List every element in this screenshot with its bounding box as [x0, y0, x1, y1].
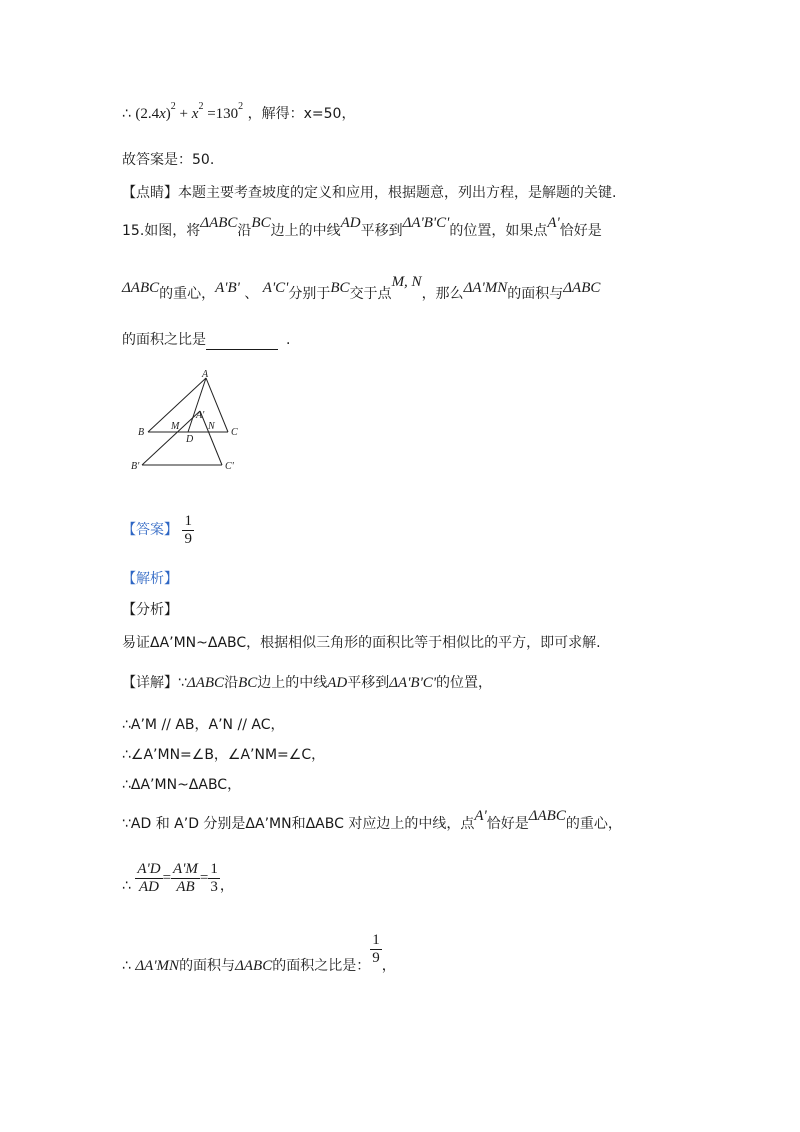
question-15-line-3: 的面积之比是 .	[122, 332, 291, 348]
analysis-label: 【解析】	[122, 571, 178, 587]
fenxi-text: 易证ΔA’MN~ΔABC，根据相似三角形的面积比等于相似比的平方，即可求解.	[122, 635, 601, 651]
step-similar: ∴ΔA’MN~ΔABC，	[122, 777, 242, 793]
fraction-a1m-ab: $\frac{A'M}{AB}$	[173, 860, 198, 895]
triangle-figure	[128, 368, 248, 478]
label-c-prime: C'	[225, 461, 234, 472]
step-centroid: ∵AD 和 A’D 分别是ΔA’MN和ΔABC 对应边上的中线，点A'恰好是ΔABC的重心，	[122, 808, 622, 832]
label-b-prime: B'	[131, 461, 140, 472]
answer-blank	[206, 335, 278, 350]
answer-fraction: $\frac{1}{9}$	[184, 512, 192, 547]
answer-statement: 故答案是：50.	[122, 152, 215, 168]
key-point-comment: 【点睛】本题主要考查坡度的定义和应用，根据题意，列出方程，是解题的关键.	[122, 185, 617, 201]
question-15-line-1: 15.如图，将ΔABC沿BC边上的中线AD平移到ΔA'B'C'的位置，如果点A'恰好是	[122, 215, 602, 239]
step-conclusion: ∴ ΔA'MN的面积与ΔABC的面积之比是： $\frac{1}{9}$ ，	[122, 932, 396, 974]
fraction-one-third: $\frac{1}{3}$	[210, 860, 218, 895]
solution-equation-line	[122, 101, 356, 126]
label-a: A	[202, 369, 209, 380]
label-d: D	[186, 434, 194, 445]
fraction-one-ninth: $\frac{1}{9}$	[372, 932, 380, 966]
label-n: N	[208, 421, 215, 432]
fraction-a1d-ad: $\frac{A'D}{AD}$	[137, 860, 161, 895]
step-ratio: ∴ $\frac{A'D}{AD}$ = $\frac{A'M}{AB}$ = $\frac{1}{3}$ ，	[122, 860, 234, 895]
label-a-prime: A'	[196, 410, 205, 421]
question-15-line-2: ΔABC的重心，A'B' 、 A'C'分别于BC交于点M, N，那么ΔA'MN的面积与ΔABC	[122, 274, 601, 302]
label-b: B	[138, 427, 145, 438]
fenxi-label: 【分析】	[122, 602, 178, 618]
solve-result: ，解得：x=50，	[247, 106, 356, 122]
equation: $(2.4x)^2 + x^2 =130^2$	[135, 101, 244, 122]
therefore-symbol: ∴	[122, 106, 131, 122]
label-m: M	[171, 421, 180, 432]
step-parallel: ∴A’M // AB，A’N // AC，	[122, 717, 285, 733]
label-c: C	[231, 427, 238, 438]
answer-line	[122, 512, 194, 548]
detail-line: 【详解】∵ΔABC沿BC边上的中线AD平移到ΔA'B'C'的位置，	[122, 675, 492, 691]
answer-label: 【答案】	[122, 522, 178, 538]
step-angles: ∴∠A’MN=∠B，∠A’NM=∠C，	[122, 747, 326, 763]
